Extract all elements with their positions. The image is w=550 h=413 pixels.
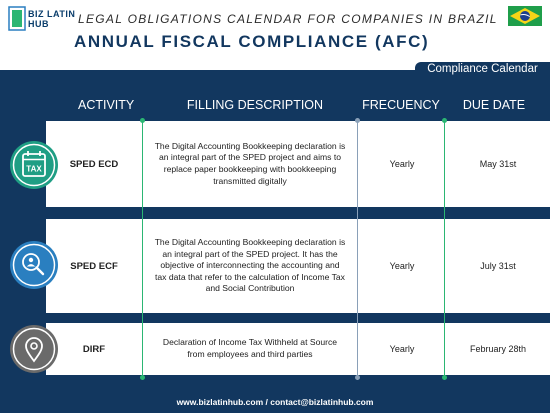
column-header-activity: ACTIVITY [78, 98, 135, 112]
tax-calendar-icon [9, 140, 59, 190]
description-cell: The Digital Accounting Bookkeeping declaration is an integral part of the SPED project. It has the objective of interconnecting the accounting and tax data that refer to the calculation of Income Tax and Social Contribution [154, 237, 346, 294]
separator-dot [442, 118, 447, 123]
activity-cell: SPED ECD [69, 158, 119, 170]
column-separator-line [444, 118, 445, 380]
accounting-search-icon [9, 240, 59, 290]
column-separator-line [142, 118, 143, 380]
header [0, 0, 550, 70]
separator-dot [355, 118, 360, 123]
description-cell: The Digital Accounting Bookkeeping declaration is an integral part of the SPED project and aims to replace paper bookkeeping with bookkeeping transmitted digitally [154, 140, 346, 186]
brazil-flag-icon [508, 6, 542, 26]
activity-cell: SPED ECF [70, 260, 118, 272]
separator-dot [140, 375, 145, 380]
table-row [46, 219, 550, 313]
column-header-description: FILLING DESCRIPTION [186, 98, 324, 112]
location-pin-icon [9, 324, 59, 374]
page-title: ANNUAL FISCAL COMPLIANCE (AFC) [74, 32, 430, 51]
separator-dot [140, 118, 145, 123]
due-date-cell: July 31st [480, 261, 516, 271]
separator-dot [355, 375, 360, 380]
tax-icon-text: TAX [26, 164, 42, 174]
due-date-cell: February 28th [469, 344, 527, 354]
biz-latin-hub-logo[interactable] [8, 6, 76, 32]
logo-text-line2: HUB [28, 19, 49, 29]
column-header-due-date: DUE DATE [462, 98, 526, 112]
description-cell: Declaration of Income Tax Withheld at Source from employees and third parties [162, 337, 338, 359]
separator-dot [442, 375, 447, 380]
frequency-cell: Yearly [389, 344, 415, 354]
column-separator-line [357, 118, 358, 380]
column-header-frequency: FRECUENCY [362, 98, 440, 112]
due-date-cell: May 31st [479, 159, 517, 169]
logo-text-line1: BIZ LATIN [28, 9, 76, 19]
activity-cell: DIRF [82, 343, 106, 355]
table-row [46, 323, 550, 375]
page-subtitle: LEGAL OBLIGATIONS CALENDAR FOR COMPANIES IN BRAZIL [78, 12, 498, 26]
frequency-cell: Yearly [389, 159, 415, 169]
footer-contact[interactable]: www.bizlatinhub.com / contact@bizlatinhub.com [176, 397, 374, 407]
frequency-cell: Yearly [389, 261, 415, 271]
compliance-calendar-tab[interactable]: Compliance Calendar [415, 62, 550, 77]
table-row [46, 121, 550, 207]
